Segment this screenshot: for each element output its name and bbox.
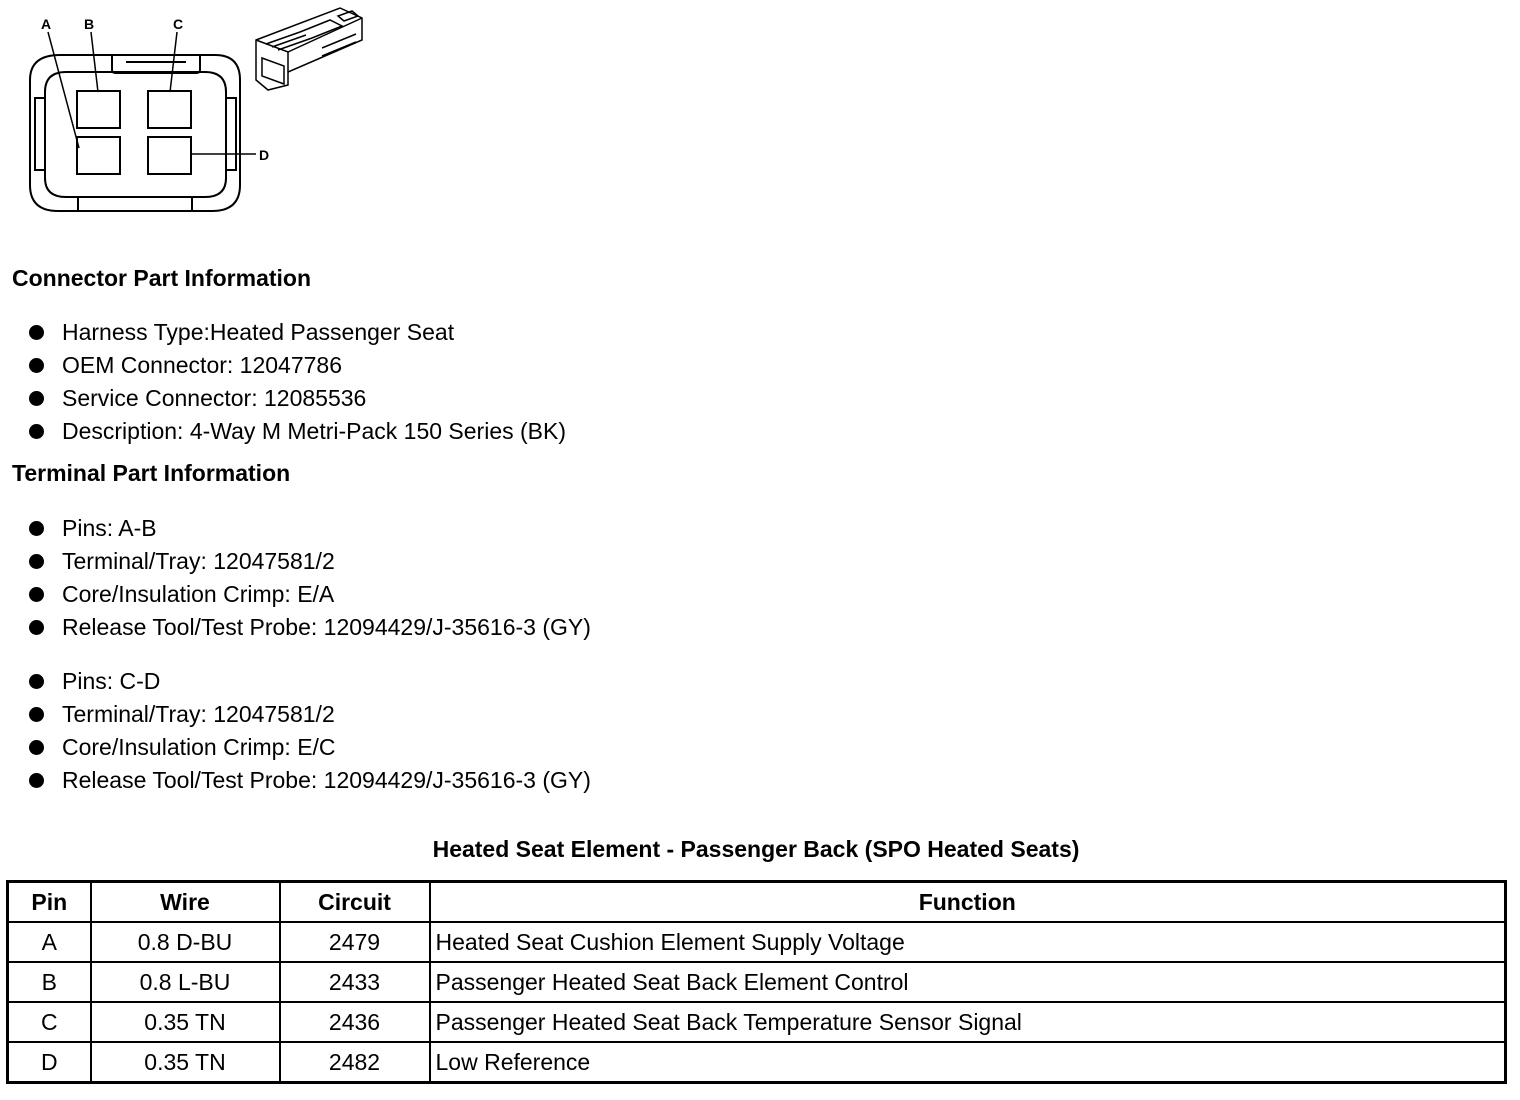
list-item: Pins: A-B xyxy=(0,512,591,545)
leader-line-b xyxy=(91,32,98,92)
pin-label-b: B xyxy=(84,16,95,32)
column-header-circuit: Circuit xyxy=(280,882,430,923)
cell-wire: 0.35 TN xyxy=(91,1042,280,1083)
list-item: Harness Type:Heated Passenger Seat xyxy=(0,316,566,349)
cell-circuit: 2433 xyxy=(280,962,430,1002)
pin-label-a: A xyxy=(41,16,52,32)
cell-wire: 0.8 D-BU xyxy=(91,922,280,962)
terminal-cavity-c xyxy=(148,91,191,128)
list-item: Core/Insulation Crimp: E/C xyxy=(0,731,591,764)
connector-latch xyxy=(112,55,200,73)
cell-function: Passenger Heated Seat Back Element Control xyxy=(430,962,1506,1002)
table-row xyxy=(8,1002,1506,1042)
list-item: Terminal/Tray: 12047581/2 xyxy=(0,698,591,731)
column-header-pin: Pin xyxy=(8,882,91,923)
connector-housing-outer xyxy=(30,55,240,211)
cell-function: Low Reference xyxy=(430,1042,1506,1083)
cell-wire: 0.8 L-BU xyxy=(91,962,280,1002)
terminal-info-list-ab xyxy=(0,512,591,644)
connector-housing-inner xyxy=(45,72,226,197)
pin-label-d: D xyxy=(259,147,270,163)
cell-circuit: 2479 xyxy=(280,922,430,962)
column-header-wire: Wire xyxy=(91,882,280,923)
cell-function: Heated Seat Cushion Element Supply Voltage xyxy=(430,922,1506,962)
cell-pin: B xyxy=(8,962,91,1002)
terminal-info-list-cd xyxy=(0,665,591,797)
terminal-cavity-b xyxy=(77,91,120,128)
terminal-cavity-d xyxy=(148,137,191,174)
connector-info-title: Connector Part Information xyxy=(12,265,312,291)
list-item: Core/Insulation Crimp: E/A xyxy=(0,578,591,611)
connector-bottom-key xyxy=(78,197,192,211)
table-row xyxy=(8,962,1506,1002)
terminal-info-title: Terminal Part Information xyxy=(12,460,291,486)
table-row xyxy=(8,1042,1506,1083)
terminal-cavity-a xyxy=(77,137,120,174)
connector-diagram xyxy=(0,0,380,230)
list-item: Release Tool/Test Probe: 12094429/J-35616-3 (GY) xyxy=(0,611,591,644)
cell-pin: D xyxy=(8,1042,91,1083)
list-item: Pins: C-D xyxy=(0,665,591,698)
connector-info-list xyxy=(0,316,566,448)
connector-side-slot-right xyxy=(226,98,236,170)
list-item: OEM Connector: 12047786 xyxy=(0,349,566,382)
connector-side-slot-left xyxy=(35,98,45,170)
list-item: Release Tool/Test Probe: 12094429/J-35616-3 (GY) xyxy=(0,764,591,797)
table-row xyxy=(8,922,1506,962)
pin-table-title: Heated Seat Element - Passenger Back (SPO Heated Seats) xyxy=(432,836,1080,862)
cell-circuit: 2482 xyxy=(280,1042,430,1083)
cell-function: Passenger Heated Seat Back Temperature Sensor Signal xyxy=(430,1002,1506,1042)
table-header-row xyxy=(8,882,1506,923)
list-item: Description: 4-Way M Metri-Pack 150 Series (BK) xyxy=(0,415,566,448)
leader-line-a xyxy=(48,32,79,148)
cell-wire: 0.35 TN xyxy=(91,1002,280,1042)
cell-pin: A xyxy=(8,922,91,962)
column-header-function: Function xyxy=(430,882,1506,923)
list-item: Terminal/Tray: 12047581/2 xyxy=(0,545,591,578)
list-item: Service Connector: 12085536 xyxy=(0,382,566,415)
cell-circuit: 2436 xyxy=(280,1002,430,1042)
pin-label-c: C xyxy=(173,16,184,32)
cell-pin: C xyxy=(8,1002,91,1042)
pin-table xyxy=(6,880,1507,1084)
connector-3d-illustration xyxy=(256,8,362,90)
